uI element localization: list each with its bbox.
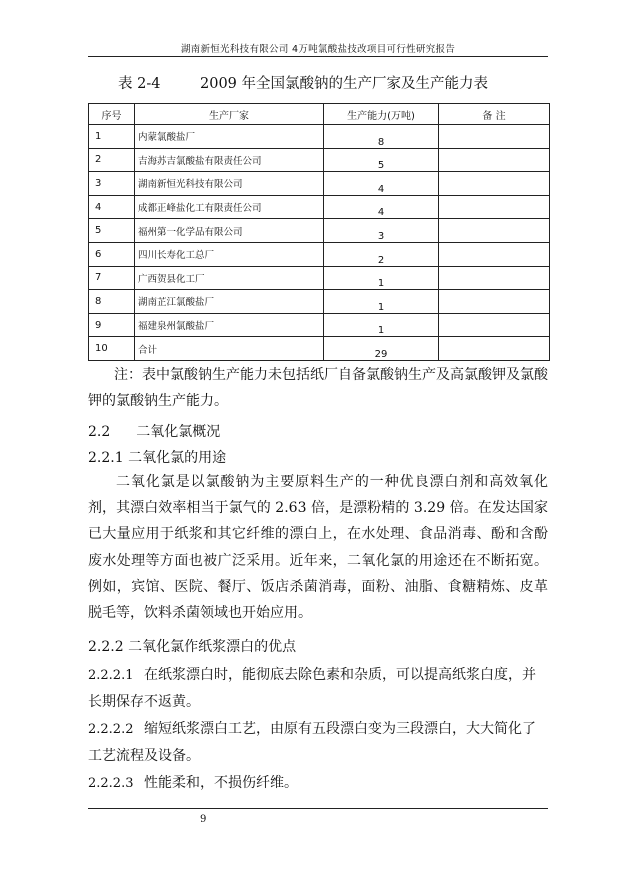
row-number: 1 xyxy=(89,125,135,149)
page-number: 9 xyxy=(200,814,207,825)
row-capacity: 8 xyxy=(324,125,439,149)
header-capacity: 生产能力(万吨) xyxy=(324,104,439,125)
row-capacity: 1 xyxy=(324,290,439,314)
table-row xyxy=(89,195,550,219)
row-capacity: 1 xyxy=(324,313,439,337)
table-row xyxy=(89,337,550,361)
row-manufacturer: 吉海苏吉氯酸盐有限责任公司 xyxy=(135,148,324,172)
row-number: 4 xyxy=(89,195,135,219)
row-number: 3 xyxy=(89,172,135,196)
section-number: 2.2 xyxy=(88,424,111,440)
advantage-item xyxy=(88,716,548,769)
advantage-number: 2.2.2.2 xyxy=(88,722,134,737)
row-capacity: 3 xyxy=(324,219,439,243)
table-row xyxy=(89,148,550,172)
section-number: 2.2.1 xyxy=(88,450,124,466)
section-heading-2-2-2 xyxy=(88,636,296,656)
section-heading-2-2 xyxy=(88,421,220,441)
table-row xyxy=(89,266,550,290)
header-rule xyxy=(88,56,548,57)
row-manufacturer: 广西贺县化工厂 xyxy=(135,266,324,290)
row-number: 8 xyxy=(89,290,135,314)
table-row xyxy=(89,290,550,314)
table-caption-title: 2009 年全国氯酸钠的生产厂家及生产能力表 xyxy=(200,76,489,92)
row-number: 7 xyxy=(89,266,135,290)
header-remark: 备 注 xyxy=(439,104,550,125)
page-header: 湖南新恒光科技有限公司 4万吨氯酸盐技改项目可行性研究报告 xyxy=(180,44,456,55)
row-manufacturer: 福州第一化学品有限公司 xyxy=(135,219,324,243)
row-number: 2 xyxy=(89,148,135,172)
row-manufacturer: 成都正峰盐化工有限责任公司 xyxy=(135,195,324,219)
section-title: 二氧化氯的用途 xyxy=(128,450,227,466)
row-remark xyxy=(439,242,550,266)
section-heading-2-2-1 xyxy=(88,447,226,467)
advantage-text: 性能柔和，不损伤纤维。 xyxy=(144,775,298,791)
row-manufacturer: 福建泉州氯酸盐厂 xyxy=(135,313,324,337)
row-remark xyxy=(439,172,550,196)
row-capacity: 1 xyxy=(324,266,439,290)
advantage-item xyxy=(88,770,548,797)
table-row xyxy=(89,242,550,266)
advantage-text: 缩短纸浆漂白工艺，由原有五段漂白变为三段漂白，大大简化了工艺流程及设备。 xyxy=(88,721,536,764)
footer-rule xyxy=(88,808,548,809)
advantage-item xyxy=(88,662,548,715)
table-row xyxy=(89,172,550,196)
table-row xyxy=(89,125,550,149)
row-remark xyxy=(439,290,550,314)
row-number: 5 xyxy=(89,219,135,243)
row-number: 6 xyxy=(89,242,135,266)
row-capacity: 4 xyxy=(324,195,439,219)
row-manufacturer: 湖南芷江氯酸盐厂 xyxy=(135,290,324,314)
row-capacity: 4 xyxy=(324,172,439,196)
table-row xyxy=(89,313,550,337)
advantage-text: 在纸浆漂白时，能彻底去除色素和杂质，可以提高纸浆白度，并长期保存不返黄。 xyxy=(88,667,536,710)
advantage-number: 2.2.2.1 xyxy=(88,668,134,683)
table-note: 注：表中氯酸钠生产能力未包括纸厂自备氯酸钠生产及高氯酸钾及氯酸钾的氯酸钠生产能力。 xyxy=(88,367,548,409)
row-manufacturer: 四川长寿化工总厂 xyxy=(135,242,324,266)
row-remark xyxy=(439,337,550,361)
uses-paragraph: 二氧化氯是以氯酸钠为主要原料生产的一种优良漂白剂和高效氧化剂，其漂白效率相当于氯气的 2.63 倍，是漂粉精的 3.29 倍。在发达国家已大量应用于纸浆和其它纤维的漂白上，在水处理、食品消毒、酚和含酚废水处理等方面也被广泛采用。近年来，二氧化氯的用途还在不断拓宽。例如，宾馆、医院、餐厅、饭店杀菌消毒，面粉、油脂、食糖精炼、皮革脱毛等，饮料杀菌领域也开始应用。 xyxy=(88,474,548,622)
row-number: 9 xyxy=(89,313,135,337)
row-capacity: 5 xyxy=(324,148,439,172)
header-manufacturer: 生产厂家 xyxy=(135,104,324,125)
row-capacity: 29 xyxy=(324,337,439,361)
section-number: 2.2.2 xyxy=(88,639,124,655)
production-table xyxy=(88,103,550,361)
row-manufacturer: 合计 xyxy=(135,337,324,361)
advantage-number: 2.2.2.3 xyxy=(88,776,134,791)
table-caption-number: 表 2-4 xyxy=(118,76,161,92)
row-remark xyxy=(439,266,550,290)
section-title: 二氧化氯作纸浆漂白的优点 xyxy=(128,639,297,655)
row-capacity: 2 xyxy=(324,242,439,266)
row-manufacturer: 内蒙氯酸盐厂 xyxy=(135,125,324,149)
header-no: 序号 xyxy=(89,104,135,125)
table-row xyxy=(89,219,550,243)
row-remark xyxy=(439,313,550,337)
row-remark xyxy=(439,125,550,149)
row-manufacturer: 湖南新恒光科技有限公司 xyxy=(135,172,324,196)
row-remark xyxy=(439,148,550,172)
section-title: 二氧化氯概况 xyxy=(136,424,221,440)
table-header-row xyxy=(89,104,550,125)
row-number: 10 xyxy=(89,337,135,361)
row-remark xyxy=(439,219,550,243)
row-remark xyxy=(439,195,550,219)
